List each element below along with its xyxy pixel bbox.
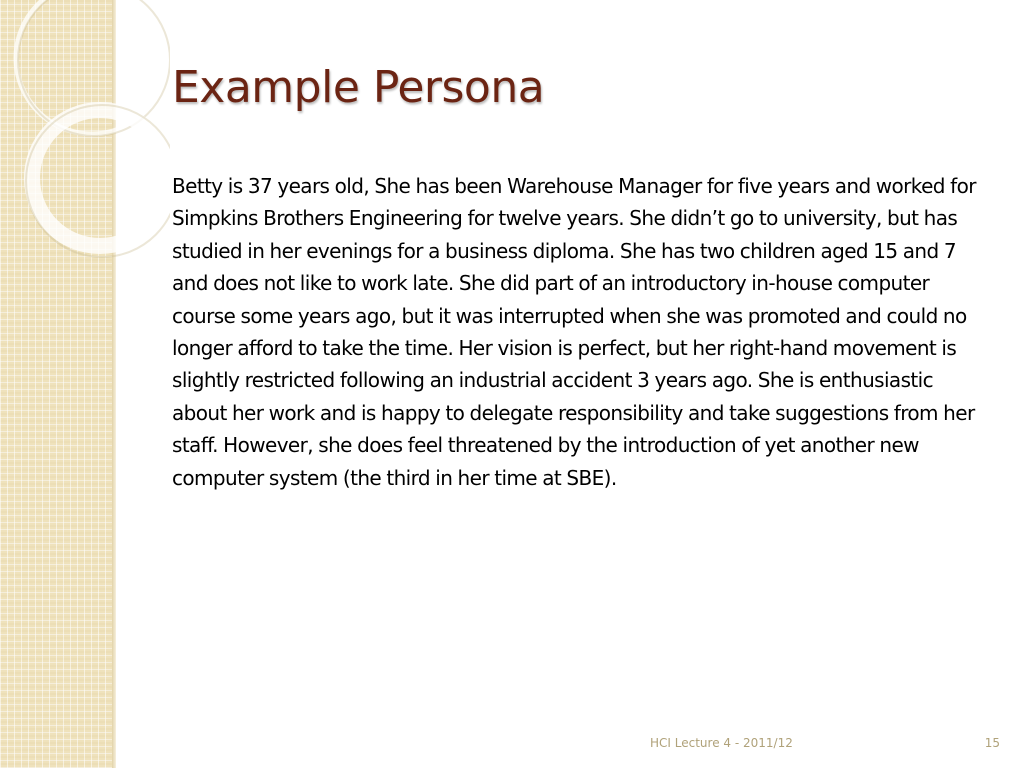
- decorative-rings: [0, 0, 170, 260]
- persona-description: Betty is 37 years old, She has been Warehouse Manager for five years and worked for Simpkins Brothers Engineering for twelve years. She didn’t go to university, but has studied in her evenings for a business diploma. She has two children aged 15 and 7 and does not like to work late. She did part of an introductory in-house computer course some years ago, but it was interrupted when she was promoted and could no longer afford to take the time. Her vision is perfect, but her right-hand movement is slightly restricted following an industrial accident 3 years ago. She is enthusiastic about her work and is happy to delegate responsibility and take suggestions from her staff. However, she does feel threatened by the introduction of yet another new computer system (the third in her time at SBE).: [172, 174, 976, 490]
- page-number: 15: [984, 736, 1000, 750]
- lower-ring: [32, 110, 168, 246]
- footer-lecture-label: HCI Lecture 4 - 2011/12: [650, 736, 793, 750]
- slide-title: Example Persona: [172, 62, 545, 113]
